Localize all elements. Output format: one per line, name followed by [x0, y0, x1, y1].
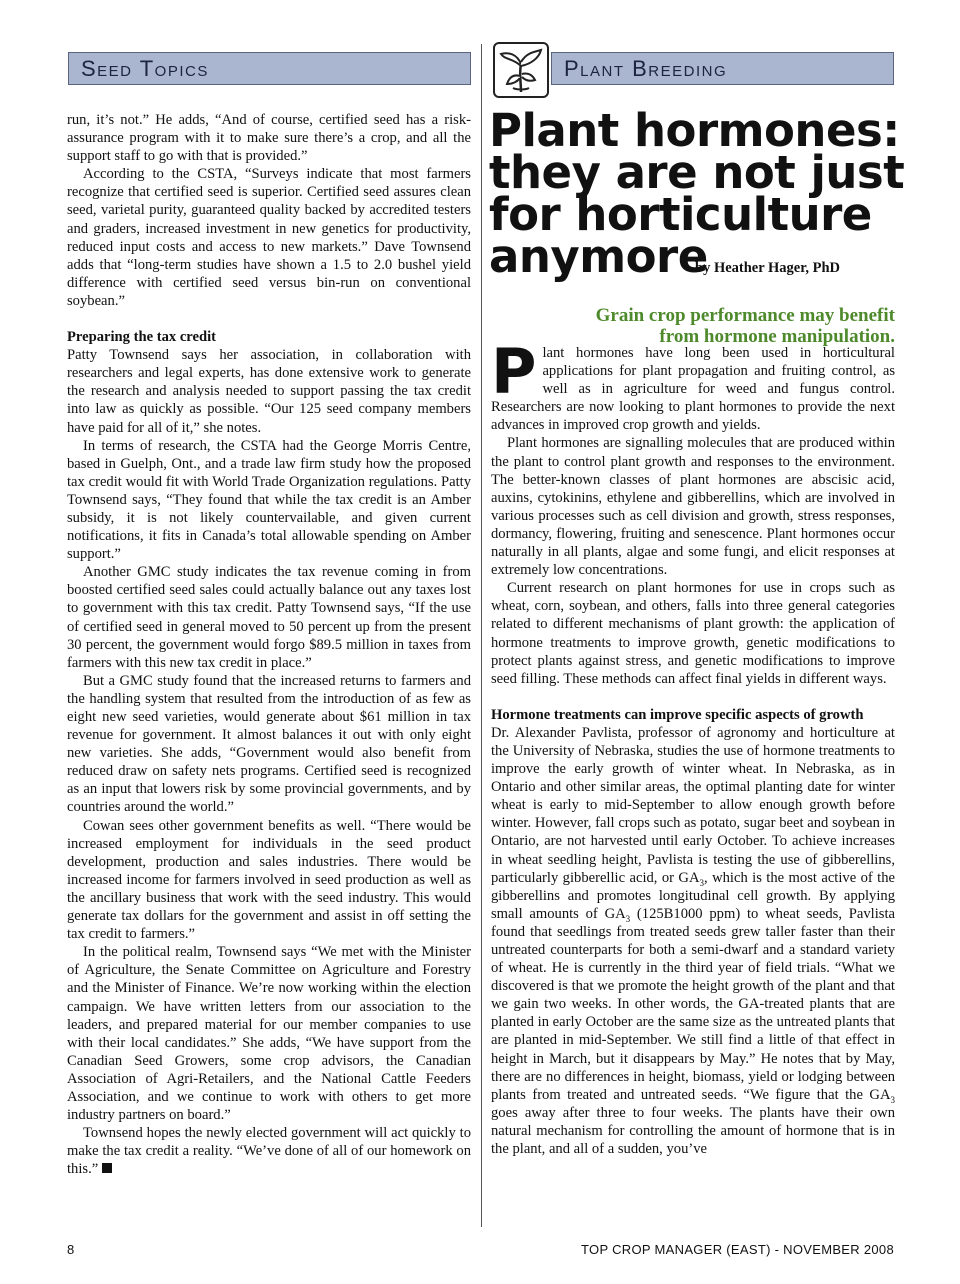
paragraph-text: Townsend hopes the newly elected government will act quickly to make the tax credit a reality. “We’ve done of all of our homework on this.” [67, 1125, 471, 1178]
text-run: (125B1000 ppm) to wheat seeds, Pavlista found that seedlings from treated seeds grew taller faster than their untreated counterparts for both a semi-dwarf and a standard variety of wheat. He is currently in the third year of field trials. “What we discovered is that we promote the height growth of the plant and that we gain two weeks. In other words, the GA-treated plants that are planted in early October are the same size as the untreated plants that are planted in mid-September. We still find a little of that effect in height in March, but it disappears by May.” He notes that by May, there are no differences in height, biomass, yield or lodging between plants from treated and untreated seeds. “We figure that the GA [491, 905, 895, 1103]
paragraph-final [67, 1124, 471, 1178]
text-run: goes away after three to four weeks. The plants have their own natural mechanism for controlling the amount of hormone that is in the plant, and all of a sudden, you’ve [491, 1104, 895, 1158]
section-header-seed-topics [68, 52, 471, 85]
paragraph: Another GMC study indicates the tax revenue coming in from boosted certified seed sales could actually balance out any taxes lost to government with this tax credit. Patty Townsend says, “If the use of certified seed in general moved to 50 percent up from the present 30 percent, the government would forgo $89.5 million in taxes from farmers with this new tax credit in place.” [67, 564, 471, 671]
subheading: Hormone treatments can improve specific aspects of growth [491, 706, 864, 723]
title-line: for horticulture [489, 188, 872, 241]
paragraph-text: lant hormones have long been used in horticultural applications for plant propagation and fruiting control, as well as in agriculture for weed and fungus control. Researchers are now looking to plant hormones to provide the next advances in improved crop growth and yields. [491, 345, 895, 434]
paragraph: run, it’s not.” He adds, “And of course, certified seed has a risk-assurance program with it to make sure there’s a crop, and all the support staff to go with that is provided.” [67, 112, 471, 165]
text-run: , which is the most active of the gibberellins and promotes longitudinal cell growth. By applying small amounts of GA [491, 869, 895, 922]
title-line: they are not just [489, 146, 905, 199]
byline: by Heather Hager, PhD [695, 260, 840, 276]
subscript: 3 [625, 913, 631, 924]
paragraph [491, 724, 895, 1158]
text-run: Dr. Alexander Pavlista, professor of agronomy and horticulture at the University of Nebraska, studies the use of hormone treatments to improve the early growth of winter wheat. In Nebraska, as in Ontario and other similar areas, the optimal planting date for winter wheat is early to mid-September to allow enough growth before winter. However, fall crops such as potato, sugar beet and soybean in Ontario, are not harvested until early October. To achieve increases in wheat seedling height, Pavlista is testing the use of gibberellins, particularly gibberellic acid, or GA [491, 724, 895, 886]
section-header-plant-breeding [551, 52, 894, 85]
paragraph: Cowan sees other government benefits as well. “There would be increased employment for individuals in the seed product development, production and sales industries. There would be increased income for farmers involved in seed production as well as the ancillary business that work with the seed industry. This would generate tax dollars for the government and assist in off setting the tax credit to farmers.” [67, 817, 471, 943]
title-line: Plant hormones: [489, 104, 900, 157]
subheading: Preparing the tax credit [67, 329, 217, 346]
page-number: 8 [67, 1242, 75, 1257]
paragraph: Patty Townsend says her association, in collaboration with researchers and legal experts, has done extensive work to generate the research and analysis needed to support passing the tax credit into law as quickly as possible. “Our 125 seed company members have paid for all of it,” she notes. [67, 347, 471, 436]
paragraph: Current research on plant hormones for use in crops such as wheat, corn, soybean, and others, falls into three general categories related to different mechanisms of plant growth: the application of hormone treatments to improve growth, genetic modifications to protect plants against stress, and genetic modifications to improve seed filling. These methods can affect final yields in different ways. [491, 580, 895, 687]
paragraph: In the political realm, Townsend says “We met with the Minister of Agriculture, the Senate Committee on Agriculture and Forestry and the Minister of Finance. We’re now working within the election campaign. We have written letters from our association to the leaders, and prepared material for our member companies to use with their local candidates.” She adds, “We have support from the Canadian Seed Growers, some crop advisors, the Canadian Association of Agri-Retailers, and the National Cattle Feeders Association, and we continue to work with others to get more industry partners on board.” [67, 944, 471, 1124]
end-mark-icon [102, 1163, 112, 1173]
article-title [489, 104, 909, 283]
paragraph: But a GMC study found that the increased returns to farmers and the handling system that resulted from the introduction of as few as eight new seed varieties, would generate about $61 million in tax revenue for government. It almost balances it out with only eight new varieties. She adds, “Government would also benefit from reduced draw on safety nets programs. Certified seed is recognized as an input that lowers risk by some provincial governments, and by countries around the world.” [67, 672, 471, 816]
article-deck [540, 305, 895, 347]
section-title: Plant Breeding [564, 56, 728, 81]
section-title: Seed Topics [81, 56, 209, 81]
deck-line: from hormone manipulation. [659, 326, 895, 347]
subscript: 3 [890, 1094, 895, 1105]
drop-cap: P [491, 335, 537, 408]
plant-icon [493, 42, 549, 98]
paragraph: According to the CSTA, “Surveys indicate that most farmers recognize that certified seed is superior. Certified seed assures clean seed, varietal purity, guaranteed quality backed by accredited testers and graders, increased investment in new genetics for productivity, reduced input costs and access to new markets.” Dave Townsend adds that “long-term studies have shown a 1.5 to 2.0 bushel yield difference with certified seed versus bin-run on conventional soybean.” [67, 166, 471, 309]
left-column-text [67, 111, 471, 1178]
paragraph: Plant hormones are signalling molecules that are produced within the plant to control plant growth and responses to the environment. The better-known classes of plant hormones are abscisic acid, auxins, cytokinins, ethylene and gibberellins, which are involved in various processes such as cell division and growth, stress responses, dormancy, flowering, fruiting and senescence. Plant hormones occur naturally in all plants, algae and some fungi, and elicit responses at extremely low concentrations. [491, 435, 895, 579]
publication-info: TOP CROP MANAGER (EAST) - NOVEMBER 2008 [581, 1242, 894, 1257]
column-divider [481, 44, 482, 1227]
subscript: 3 [699, 877, 705, 888]
deck-line: Grain crop performance may benefit [595, 305, 895, 326]
paragraph: In terms of research, the CSTA had the George Morris Centre, based in Guelph, Ont., and a trade law firm study how the proposed tax credit would fit with World Trade Organization regulations. Patty Townsend says, “They found that while the tax credit is an Amber subsidy, it is not likely countervailable, and given current notifications, it fits in Canada’s total allowable spending on Amber support.” [67, 437, 471, 563]
title-line: anymore [489, 230, 708, 283]
